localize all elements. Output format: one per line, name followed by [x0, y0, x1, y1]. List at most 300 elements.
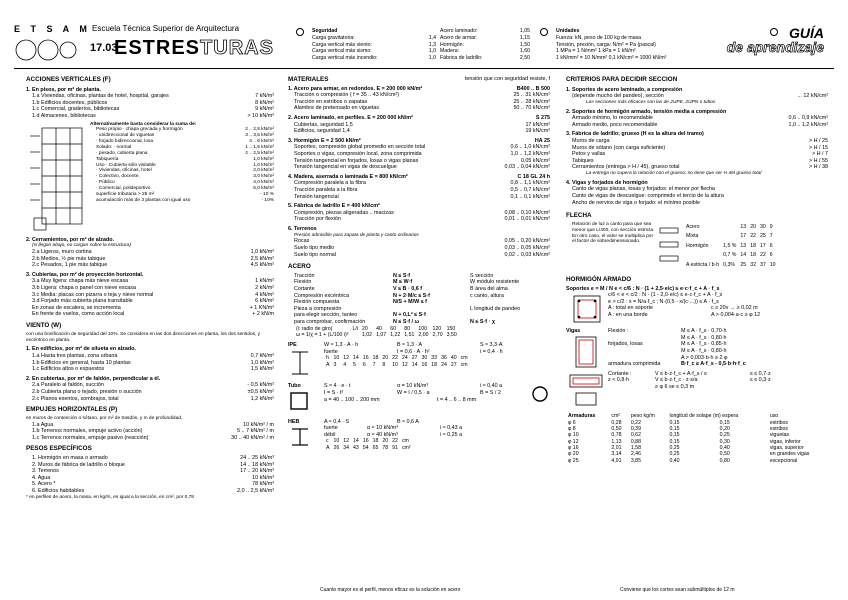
- square-tube-icon: [288, 390, 310, 412]
- text-cell: 4,0 kN/m²: [253, 180, 274, 186]
- text-cell: estribos: [769, 419, 788, 426]
- beam-deflection-icon: [658, 222, 680, 270]
- steel-formula-table: [288, 273, 550, 326]
- text-cell: 18: [372, 438, 379, 445]
- text-cell: 2.b Medios, ½ pie más tabique: [32, 255, 106, 262]
- text-cell: [721, 222, 738, 232]
- text-cell: 2 .. 2,5 kN/m²: [245, 150, 274, 156]
- formula-row: [608, 305, 828, 312]
- note: Las secciones más eficaces son las de 2UPE, 2UPN o tubos: [586, 99, 716, 105]
- text-cell: Tabiquería: [96, 156, 119, 162]
- text-cell: M ≤ A · f_s · 0,80·h: [681, 347, 727, 354]
- text-cell: M ≤ A · f_s · 0,85·h: [681, 341, 727, 348]
- text-cell: Armado medio, poco recomendable: [572, 121, 658, 128]
- text-cell: ±0,5 kN/m²: [247, 388, 274, 395]
- text-cell: 6: [362, 361, 366, 368]
- material-row: [288, 180, 550, 187]
- table-row: [294, 326, 459, 332]
- text-cell: 1,60: [519, 48, 530, 55]
- heb-block: [288, 419, 550, 452]
- text-cell: 9 kN/m²: [255, 106, 274, 113]
- text-cell: 0,30: [719, 438, 730, 445]
- text-cell: longitud de solape (m) espera: [669, 413, 739, 420]
- text-cell: (depende mucho del pandeo), sección: [572, 93, 664, 100]
- text-cell: 0,78: [611, 432, 622, 439]
- text-cell: 5 .. 7 kN/m² / m: [237, 428, 274, 435]
- table-row: [684, 241, 778, 251]
- text-cell: 4. Madera, aserrada o laminada E = 800 kN/cm²: [288, 173, 408, 180]
- text-cell: Hormigón:: [440, 41, 464, 48]
- text-cell: 36: [441, 355, 447, 362]
- text-cell: 10: [392, 361, 398, 368]
- section-heading: ACCIONES VERTICALES (F): [26, 76, 111, 83]
- text-cell: 40: [450, 355, 457, 362]
- text-cell: Canto de vigas de descuelgue: comprimido el tercio de la altura: [572, 193, 724, 200]
- text-cell: 14 .. 18 kN/m³: [240, 461, 274, 468]
- text-cell: 1,0 kN/m²: [253, 156, 274, 162]
- table-row: [684, 251, 778, 261]
- text-cell: > H / 15: [808, 144, 828, 151]
- text-cell: 2,50: [519, 55, 530, 61]
- text-cell: Cortante: [294, 286, 315, 293]
- text-cell: 1.c Comercial, graderíos, bibliotecas: [32, 106, 120, 113]
- flecha-table: [684, 222, 778, 270]
- subsection-title: 1. Soportes de acero laminado, a compresión: [566, 86, 683, 93]
- etsam-logo-icon: [14, 38, 78, 62]
- column-section-icon: [566, 292, 608, 326]
- header-divider: [14, 68, 834, 69]
- text-cell: 78 kN/m³: [252, 481, 274, 488]
- text-cell: ... 12 kN/cm²: [797, 93, 828, 100]
- text-cell: 22: [392, 355, 398, 362]
- text-cell: α ≈ 40 kN/m³: [367, 431, 398, 438]
- text-cell: 5. Acero *: [32, 481, 56, 488]
- text-cell: 3,0 kN/m²: [253, 174, 274, 180]
- security-row: [312, 48, 436, 55]
- text-cell: 2,5 kN/m²: [250, 255, 274, 262]
- text-cell: 1,0: [428, 48, 436, 55]
- text-cell: (i: radio de giro): [296, 325, 333, 332]
- load-row: [26, 462, 274, 469]
- security-row: [440, 28, 530, 35]
- text-cell: N ≤ S·f / ω: [393, 319, 420, 325]
- subsection-title: 3. Fábrica de ladrillo; grueso (H es la altura del tramo): [566, 131, 704, 138]
- material-row: [288, 194, 550, 201]
- text-cell: · Viviendas, oficinas, hotel: [96, 168, 152, 174]
- steel-row: [288, 306, 550, 313]
- text-cell: > H / 25: [808, 138, 828, 145]
- load-row: [26, 298, 274, 305]
- text-cell: B·f_c ≥ A·f_s - 0,5·b·h·f_c: [681, 361, 746, 368]
- text-cell: 1.c Terrenos normales, empuje pasivo (reacción): [32, 434, 149, 441]
- load-row: [26, 93, 274, 100]
- section-heading: FLECHA: [566, 212, 592, 220]
- ipe-label-block: [288, 342, 324, 379]
- material-row: [288, 105, 550, 112]
- subsection-title: 2. Cerramientos, por m² de alzado.: [26, 236, 115, 243]
- text-cell: fuerte: [324, 348, 338, 355]
- text-cell: i ≈ 0,40 a: [480, 383, 503, 390]
- text-cell: Tracción en estribos o zapatas: [294, 98, 368, 105]
- text-cell: B área del alma: [470, 286, 508, 293]
- text-cell: L longitud de pandeo: [470, 305, 521, 312]
- text-cell: a = 40 .. 100 .. 200 mm: [324, 396, 380, 403]
- text-cell: 16: [362, 438, 369, 445]
- text-cell: h: [326, 355, 329, 362]
- text-cell: 1,0 .. 1,2 kN/cm²: [788, 121, 828, 128]
- units-line: Tensión, presión, carga: N/m² = Pa (pascal): [556, 41, 656, 48]
- text-cell: W = I / 0,5 · a: [397, 390, 430, 397]
- text-cell: 120: [432, 325, 442, 332]
- rebar-table: [566, 413, 828, 464]
- text-cell: 1.d Almacenes, bibliotecas: [32, 113, 96, 120]
- text-cell: 10: [333, 355, 340, 362]
- material-row: [288, 216, 550, 223]
- text-cell: Hormigón: [686, 242, 709, 249]
- text-cell: 1,02: [361, 331, 373, 338]
- text-cell: Flexión: [294, 279, 312, 286]
- text-cell: 24: [441, 361, 447, 368]
- text-cell: 0,8 .. 1,1 kN/cm²: [510, 180, 550, 187]
- text-cell: HA 25: [534, 137, 550, 144]
- units-line: Fuerza: kN, peso de 100 kg de masa: [556, 34, 642, 41]
- text-cell: 2.c Pesados, 1 pie más tabique: [32, 262, 108, 269]
- text-cell: Pieza a compresión: [294, 305, 342, 312]
- text-cell: 3.c Media: placas con pizarra o teja y nieve normal: [32, 291, 154, 298]
- material-row: [288, 122, 550, 129]
- text-cell: 2.a Paralelo al faldón, succión: [32, 382, 104, 389]
- text-cell: 1,0 .. 1,2 kN/cm²: [510, 151, 550, 158]
- text-cell: s ≤ 0,3·z: [750, 377, 771, 384]
- text-cell: - 0,5 kN/m²: [247, 382, 274, 389]
- text-cell: N + 2·M/c ≤ S·f: [393, 292, 430, 299]
- text-cell: 0,1 .. 0,1 kN/cm²: [510, 193, 550, 200]
- text-cell: Peso propio · chapa grecada y hormigón: [96, 127, 183, 133]
- text-cell: Solado: · normal: [96, 145, 132, 151]
- text-cell: α ≈ 10 kN/m³: [367, 425, 398, 432]
- material-row: [288, 128, 550, 135]
- text-cell: 60: [390, 325, 396, 332]
- text-cell: φ 10: [568, 432, 579, 439]
- text-cell: α = 10 kN/m³: [397, 383, 429, 390]
- text-cell: > 10 kN/m²: [247, 113, 274, 120]
- text-cell: [470, 299, 550, 306]
- building-block: [26, 122, 274, 234]
- text-cell: 0,5 .. 0,7 kN/cm²: [510, 186, 550, 193]
- text-cell: 25: [759, 233, 766, 240]
- text-cell: 0,6 .. 1,0 kN/cm²: [510, 144, 550, 151]
- load-row: [26, 353, 274, 360]
- text-cell: [684, 251, 721, 261]
- table-row: [684, 260, 778, 270]
- text-cell: B ≈ 0,6 A: [397, 418, 419, 425]
- text-cell: Acero de armar:: [440, 34, 478, 41]
- text-cell: 4 .. 6 kN/m²: [249, 139, 274, 145]
- text-cell: + 1 KN/m²: [249, 304, 274, 311]
- text-cell: [393, 306, 467, 313]
- text-cell: 1,5 kN/m²: [250, 366, 274, 373]
- text-cell: 78: [382, 444, 389, 451]
- formula-row: [324, 397, 530, 404]
- text-cell: 20: [382, 355, 389, 362]
- text-cell: 0,15: [669, 438, 680, 445]
- text-cell: Tabiques: [572, 157, 594, 164]
- text-cell: 0,40: [719, 445, 730, 452]
- text-cell: · forjado bidireccional, losa: [96, 139, 154, 145]
- text-cell: 34: [343, 444, 350, 451]
- text-cell: 2,70: [432, 331, 443, 338]
- load-row: [26, 455, 274, 462]
- text-cell: 20: [382, 438, 389, 445]
- text-cell: 14: [353, 355, 359, 362]
- text-cell: cm²: [401, 444, 411, 451]
- load-row: [26, 256, 274, 263]
- flecha-text: Relación de luz a canto para que sea menor que L/400, con sección estricta. En otro caso, el valor se multiplica por el factor de sobredimensionado.: [572, 221, 655, 245]
- text-cell: 40: [376, 325, 382, 332]
- text-cell: i ≈ 0,43 a: [440, 425, 463, 432]
- punch-hole-icon: [296, 28, 304, 36]
- security-factors-block: [440, 28, 530, 62]
- load-row: [26, 428, 274, 435]
- text-cell: 4,91: [611, 457, 622, 464]
- alternative-loads: [88, 122, 274, 234]
- column-materiales: [288, 76, 550, 588]
- tube-label-block: [288, 383, 324, 414]
- load-row: [26, 249, 274, 256]
- text-cell: s ≤ 0,7·z: [750, 370, 771, 377]
- section-heading: [288, 76, 550, 84]
- text-cell: 22: [750, 233, 756, 240]
- text-cell: 2 kN/m²: [255, 285, 274, 292]
- text-cell: Muros de carga: [572, 138, 610, 145]
- text-cell: 27: [411, 355, 418, 362]
- load-row: [26, 305, 274, 312]
- steel-row: [288, 273, 550, 280]
- course-code: 17.03: [90, 42, 118, 54]
- text-cell: 0,15: [669, 426, 680, 433]
- text-cell: M ≤ W·f: [393, 279, 413, 286]
- text-cell: 1 .. 1,5 kN/m²: [245, 145, 274, 151]
- text-cell: 2,0 .. 2,5 kN/m³: [237, 488, 274, 495]
- criteria-row: [566, 138, 828, 145]
- text-cell: 1,22: [390, 331, 401, 338]
- text-cell: 0,08 .. 0,10 kN/cm²: [504, 209, 550, 216]
- text-cell: 4. Agua: [32, 474, 51, 481]
- load-row: [26, 481, 274, 488]
- text-cell: 27: [450, 361, 457, 368]
- text-cell: 2.b Cubierta plana o tejado, presión o succión: [32, 388, 142, 395]
- text-cell: > H / 55: [808, 157, 828, 164]
- text-cell: 5,0 kN/m²: [253, 185, 274, 191]
- guia-part-b: de aprendizaje: [726, 39, 824, 55]
- text-cell: 0,03 .. 0,04 kN/cm²: [504, 164, 550, 171]
- formula-row: [324, 349, 550, 356]
- load-row: [26, 382, 274, 389]
- guia-part-a: GUÍA: [789, 25, 824, 41]
- text-cell: forjados, losas: [608, 341, 643, 348]
- text-cell: W módulo resistente: [470, 279, 520, 286]
- material-row: [288, 158, 550, 165]
- formula-row: [608, 377, 828, 384]
- text-cell: Uso · Cubierta sólo visitable: [96, 162, 156, 168]
- steel-row: [288, 299, 550, 306]
- security-heading: Seguridad: [312, 28, 338, 34]
- subsection-title: 2. En cubiertas, por m² de faldón, perpendicular a él.: [26, 375, 161, 382]
- load-row: [26, 292, 274, 299]
- text-cell: M ≤ A · f_s · 0,80·h: [681, 334, 727, 341]
- load-row: [26, 475, 274, 482]
- criteria-line: [566, 193, 828, 200]
- text-cell: + 2 kN/m: [252, 311, 274, 318]
- section-heading: PESOS ESPECÍFICOS: [26, 445, 92, 453]
- text-cell: 6: [769, 252, 773, 259]
- steel-row: [288, 312, 550, 319]
- text-cell: Carga gravitatoria:: [312, 34, 355, 41]
- text-cell: superficie tributaria > 25 m²: [96, 191, 155, 197]
- steel-row: [288, 293, 550, 300]
- text-cell: 0,50: [611, 426, 622, 433]
- text-cell: Ancho de nervios de viga o forjado: el mínimo posible: [572, 199, 700, 206]
- text-cell: 0,3%: [723, 261, 735, 268]
- text-cell: viguetas: [769, 432, 790, 439]
- text-cell: 0,7 kN/m²: [250, 352, 274, 359]
- text-cell: 2.a Ligeros, muro cortina: [32, 249, 92, 256]
- text-cell: 30: [759, 223, 766, 230]
- text-cell: 0,28: [611, 419, 622, 426]
- text-cell: 0,02 .. 0,03 kN/cm²: [504, 251, 550, 258]
- text-cell: S ≈ 4 · e · t: [324, 383, 351, 390]
- text-cell: para elegir sección, tanteo: [294, 312, 358, 319]
- text-cell: 16: [421, 361, 428, 368]
- guia-title: [727, 26, 824, 54]
- text-cell: 1. Hormigón en masa o armado: [32, 455, 108, 462]
- text-cell: Acero: [686, 223, 700, 230]
- text-cell: 0,15: [669, 432, 680, 439]
- subsection-title: [288, 174, 550, 181]
- text-cell: Tensión tangencial en vigas de descuelgue: [294, 164, 397, 171]
- text-cell: 2.c Planos exentos, sombrajos, total: [32, 395, 119, 402]
- text-cell: C 18 GL 24 h: [517, 173, 550, 180]
- security-row: [312, 42, 436, 49]
- text-cell: [721, 232, 738, 242]
- criteria-row: [566, 145, 828, 152]
- units-line: 1 kN/mm² = 10 N/mm² 0,1 kN/cm² = 1000 kN/m²: [556, 55, 667, 61]
- text-cell: φ 8: [568, 426, 576, 433]
- text-cell: 7: [372, 361, 376, 368]
- text-cell: 0,22: [630, 419, 641, 426]
- text-cell: · Comercial, polideportivo: [96, 185, 151, 191]
- text-cell: Flexión compuesta: [294, 299, 340, 306]
- text-cell: cm: [460, 361, 468, 368]
- text-cell: 30 .. 40 kN/m² / m: [231, 434, 274, 441]
- text-cell: cm²: [611, 413, 621, 420]
- text-cell: Edificios, seguridad 1,4: [294, 128, 350, 135]
- table-row: [684, 222, 778, 232]
- text-cell: 1,0 kN/m²: [250, 249, 274, 256]
- text-cell: 1,0 kN/m²: [250, 359, 274, 366]
- subsection-title: 2. Soportes de hormigón armado, tensión media a compresión: [566, 108, 727, 115]
- formula-row: [324, 432, 550, 439]
- text-cell: En zonas de escalera, se incrementa: [32, 304, 121, 311]
- load-row: [26, 106, 274, 113]
- criteria-line: [566, 186, 828, 193]
- text-cell: 3: [333, 361, 337, 368]
- text-cell: Acero laminado:: [440, 28, 478, 34]
- load-row: [26, 422, 274, 429]
- text-cell: MATERIALES: [288, 76, 329, 83]
- text-cell: A : en una borde: [608, 311, 648, 318]
- text-cell: uso: [769, 413, 779, 420]
- text-cell: 16: [362, 355, 369, 362]
- text-cell: 91: [392, 444, 398, 451]
- text-cell: 1.c Edificios altos o expuestos: [32, 366, 105, 373]
- header: [0, 0, 848, 72]
- text-cell: Mixta: [686, 233, 699, 240]
- text-cell: 0,40: [669, 457, 680, 464]
- building-section-diagram-icon: [26, 122, 88, 234]
- footnote: * en perfiles de acero, la masa, en kg/m, es igual a la sección, en cm², por 0,78: [26, 494, 194, 500]
- formula-row: [324, 342, 550, 349]
- text-cell: cm: [460, 355, 468, 362]
- alt-row: [90, 198, 274, 204]
- text-cell: φ 16: [568, 445, 579, 452]
- text-cell: 14: [411, 361, 418, 368]
- text-cell: Soportes o vigas, compresión local, zona comprimida: [294, 151, 422, 158]
- text-cell: 3.b Ligera: chapa o panel con nieve escasa: [32, 285, 136, 292]
- text-cell: M ≤ A · f_s · 0,70·h: [681, 328, 727, 335]
- formula-row: [608, 348, 828, 355]
- text-cell: 1,0 kN/m²: [253, 162, 274, 168]
- text-cell: S ≈ 3,3·A: [480, 342, 503, 349]
- text-cell: [470, 312, 550, 319]
- text-cell: 7: [769, 233, 773, 240]
- text-cell: B400 .. B 500: [516, 85, 550, 92]
- text-cell: 0,25: [669, 445, 680, 452]
- text-cell: 0,80: [719, 457, 730, 464]
- formula-row: [324, 390, 530, 397]
- punch-hole-icon: [540, 28, 548, 36]
- text-cell: Vigas: [566, 328, 581, 335]
- text-cell: Armado mínimo, lo recomendable: [572, 115, 653, 122]
- text-cell: V ≤ b·z·f_c + A·f_s / s: [655, 370, 707, 377]
- text-cell: 14: [740, 252, 747, 259]
- text-cell: 1.a Hasta tres plantas, zona urbana: [32, 352, 118, 359]
- text-cell: 54: [362, 444, 369, 451]
- text-cell: Alambre de pretensado en viguetas: [294, 105, 380, 112]
- formula-line: c/6 < e < c/2 : N · (1 - 2,0·e/c) ≤ e·c·f_c + A · f_s: [608, 292, 723, 299]
- text-cell: Tracción por flexión: [294, 216, 341, 223]
- table-row: [294, 332, 459, 338]
- units-line: 1 MPa = 1 N/mm² 1 kPa = 1 kN/m²: [556, 48, 636, 55]
- text-cell: 3,85: [630, 457, 641, 464]
- text-cell: 0,03 .. 0,05 kN/cm²: [504, 244, 550, 251]
- text-cell: 17: [759, 242, 766, 249]
- text-cell: ≥ φ 6 se ≤ 0,3 m: [655, 383, 695, 390]
- text-cell: 0,01 .. 0,01 kN/cm²: [504, 216, 550, 223]
- material-row: [288, 99, 550, 106]
- text-cell: - 10 %: [260, 191, 274, 197]
- formula-row: [608, 361, 828, 368]
- text-cell: [350, 332, 359, 338]
- text-cell: 25 .. 28 kN/cm²: [513, 98, 550, 105]
- subsection-title: 3. Cubiertas, por m² de proyección horizontal.: [26, 271, 144, 278]
- text-cell: 18: [750, 242, 756, 249]
- vigas-formulas: [608, 328, 828, 409]
- text-cell: En frente de vuelos, como acción local: [32, 311, 125, 318]
- text-cell: · Colectivo, docente,: [96, 174, 140, 180]
- text-cell: 2. Muros de fábrica de ladrillo o bloque: [32, 461, 125, 468]
- load-row: [26, 435, 274, 442]
